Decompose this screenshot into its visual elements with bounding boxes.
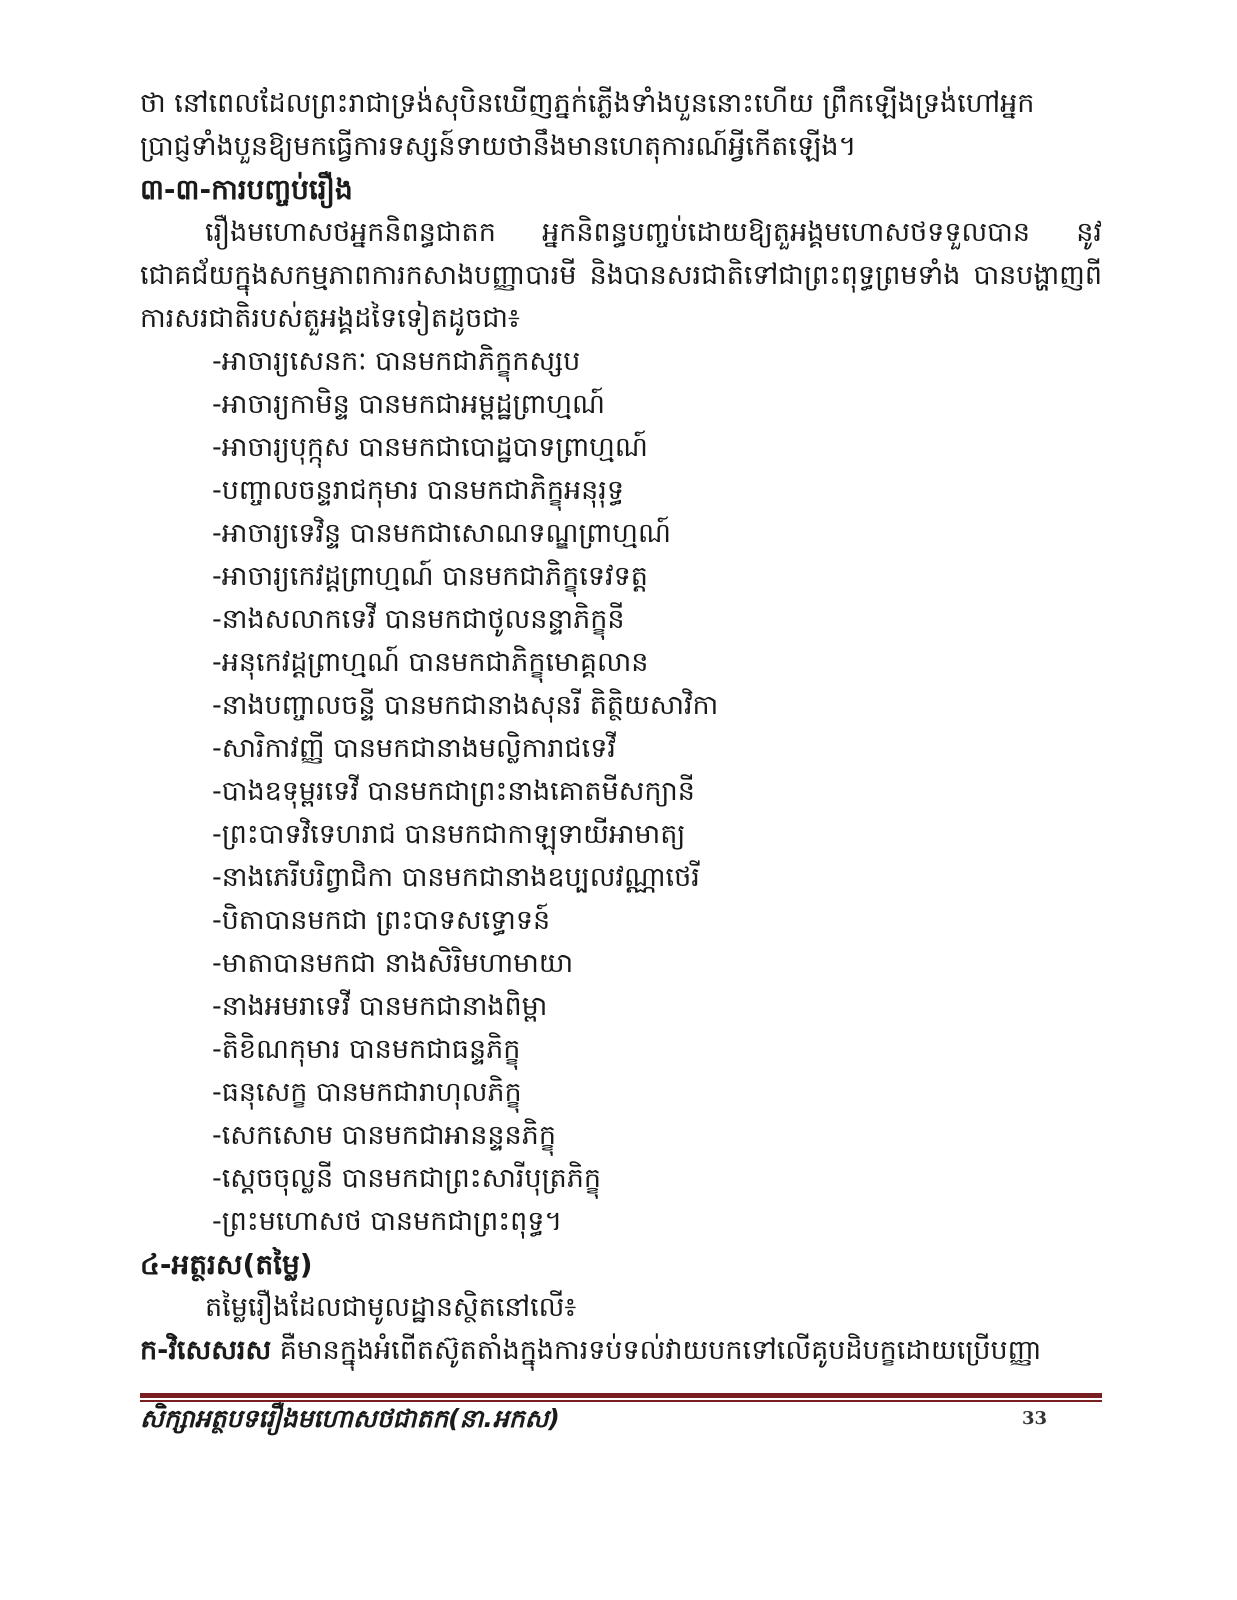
page-content: [140, 82, 1102, 1372]
list-item: -បាងឧទុម្ពរទេវី បានមកជាព្រះនាងគោតមីសក្យានី: [212, 776, 695, 807]
page-number: 33: [1022, 1408, 1048, 1429]
section-3-3-body: រឿងមហោសថអ្នកនិពន្ធជាតក អ្នកនិពន្ធបញ្ចប់ដោយឱ្យតួអង្គមហោសថទទួលបាន នូវជោគជ័យក្នុងសកម្មភាពការកសាងបញ្ញាបារមី និងបានសរជាតិទៅជាព្រះពុទ្ធព្រមទាំង បានបង្ហាញពីការសរជាតិរបស់តួអង្គដទៃទៀតដូចជា៖: [140, 217, 1102, 334]
list-item: -នាងអមរាទេវី បានមកជានាងពិម្ពា: [212, 991, 548, 1022]
footer-divider: [140, 1393, 1102, 1402]
list-item: -តិខិណកុមារ បានមកជាធន្ទភិក្ខុ: [212, 1034, 521, 1065]
list-item: -សេកសោម បានមកជាអានន្ទនភិក្ខុ: [212, 1120, 556, 1151]
list-item: -អាចារ្យបុក្កុស បានមកជាបោដ្ឋបាទព្រាហ្មណ៍: [212, 432, 648, 463]
list-item: -នាងបញ្ចាលចន្ទី បានមកជានាងសុនរី តិត្ថិយសាវិកា: [212, 690, 719, 721]
footer-divider-thick: [140, 1393, 1102, 1398]
list-item: -ព្រះបាទវិទេហរាជ បានមកជាកាឡុទាយីអាមាត្យ: [212, 819, 686, 850]
list-item: -ស្តេចចុល្លនី បានមកជាព្រះសារីបុត្រភិក្ខុ: [212, 1163, 602, 1194]
list-item: -អាចារ្យកាមិន្ទ បានមកជាអម្ពដ្ឋព្រាហ្មណ៍: [212, 389, 606, 420]
list-item: -អនុកេវដ្តព្រាហ្មណ៍ បានមកជាភិក្ខុមោគ្គលាន: [212, 647, 649, 678]
paragraph-continuation: [140, 82, 1102, 168]
list-item: -អាចារ្យសេនកៈ បានមកជាភិក្ខុកស្សប: [212, 346, 581, 377]
list-item: -បិតាបានមកជា ព្រះបាទសទ្ធោទន៍: [212, 905, 551, 936]
list-item: -សារិកាវញ្ញី បានមកជានាងមល្លិការាជទេវី: [212, 733, 616, 764]
paragraph-line: ថា នៅពេលដែលព្រះរាជាទ្រង់សុបិនឃើញភ្នក់ភ្លើងទាំងបួននោះហើយ ព្រឹកឡើងទ្រង់ហៅអ្នក: [140, 88, 1035, 119]
list-item: -អាចារ្យទេវិន្ទ បានមកជាសោណទណ្ឌព្រាហ្មណ៍: [212, 518, 671, 549]
list-item: -នាងសលាកទេវី បានមកជាថូលនន្ទាភិក្ខុនី: [212, 604, 625, 635]
footer-title: សិក្សាអត្ថបទរឿងមហោសថជាតក(នា.អកស): [140, 1404, 560, 1433]
section-ka-paragraph: [140, 1329, 1102, 1372]
list-item: -បញ្ចាលចន្ទរាជកុមារ បានមកជាភិក្ខុអនុរុទ្ធ: [212, 475, 624, 506]
section-ka-text: គឺមានក្នុងអំពើតស៊ូតតាំងក្នុងការទប់ទល់វាយបកទៅលើគូបដិបក្ខដោយប្រើបញ្ញា: [271, 1335, 1042, 1366]
list-item: -ព្រះមហោសថ បានមកជាព្រះពុទ្ធ។: [212, 1206, 563, 1237]
character-rebirth-list: [140, 340, 1102, 1243]
section-4-body: តម្លៃរឿងដែលជាមូលដ្ឋានស្ថិតនៅលើ៖: [205, 1292, 577, 1323]
section-ka-label: ក-វិសេសរស: [140, 1335, 272, 1366]
paragraph-line: ប្រាជ្ញទាំងបួនឱ្យមកធ្វើការទស្សន៍ទាយថានឹងមានហេតុការណ៍អ្វីកើតឡើង។: [140, 131, 857, 162]
section-heading-4: ៤-អត្ថរស(តម្លៃ): [140, 1248, 313, 1281]
list-item: -មាតាបានមកជា នាងសិរិមហាមាយា: [212, 948, 574, 979]
list-item: -ធនុសេក្ខ បានមកជារាហុលភិក្ខុ: [212, 1077, 522, 1108]
section-heading-3-3: ៣-៣-ការបញ្ចប់រឿង: [140, 173, 353, 206]
footer-divider-thin: [140, 1400, 1102, 1402]
list-item: -នាងភេរីបរិព្វាជិកា បានមកជានាងឧប្បលវណ្ណាថេរី: [212, 862, 700, 893]
list-item: -អាចារ្យកេវដ្តព្រាហ្មណ៍ បានមកជាភិក្ខុទេវទត្ត: [212, 561, 648, 592]
